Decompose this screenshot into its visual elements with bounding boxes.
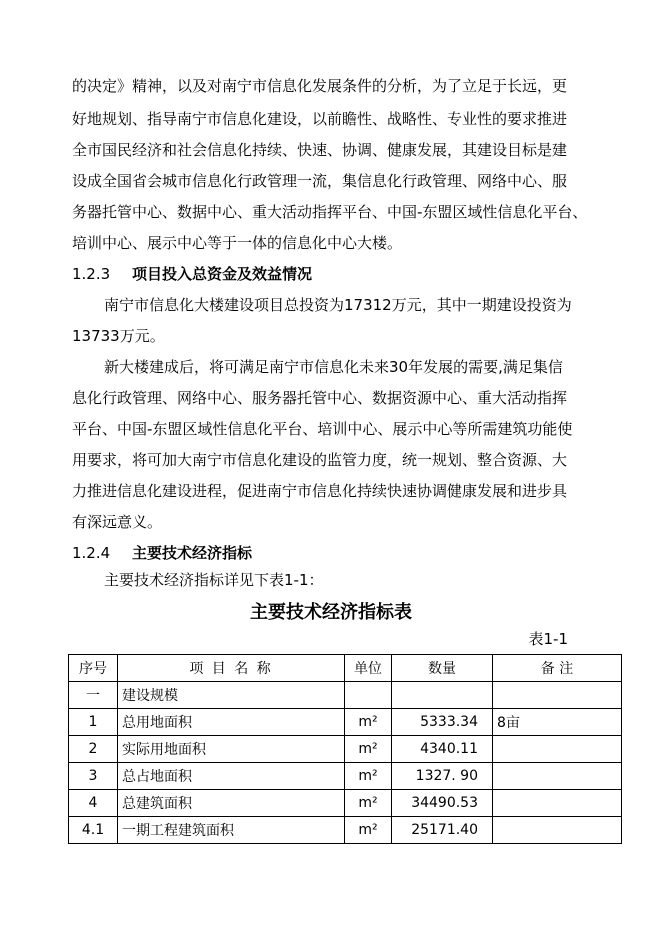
- table-row: [69, 682, 622, 709]
- cell-note: [493, 736, 622, 763]
- intro-line-3: 全市国民经济和社会信息化持续、快速、协调、健康发展，其建设目标是建: [72, 141, 568, 159]
- cell-name: 建设规模: [118, 682, 345, 709]
- cell-qty: 4340.11: [392, 736, 493, 763]
- intro-line-5: 务器托管中心、数据中心、重大活动指挥平台、中国-东盟区域性信息化平台、: [72, 203, 588, 221]
- section-number: 1.2.3: [72, 265, 111, 283]
- benefit-line-5: 力推进信息化建设进程，促进南宁市信息化持续快速协调健康发展和进步具: [72, 482, 568, 500]
- intro-line-2: 好地规划、指导南宁市信息化建设，以前瞻性、战略性、专业性的要求推进: [72, 110, 568, 128]
- cell-seq: 1: [69, 709, 118, 736]
- cell-seq: 4: [69, 790, 118, 817]
- cell-name: 总用地面积: [118, 709, 345, 736]
- section-title: 主要技术经济指标: [132, 544, 253, 562]
- cell-seq: 4.1: [69, 817, 118, 844]
- intro-line-4: 设成全国省会城市信息化行政管理一流，集信息化行政管理、网络中心、服: [72, 172, 568, 190]
- cell-unit: [345, 682, 392, 709]
- intro-line-6: 培训中心、展示中心等于一体的信息化中心大楼。: [72, 234, 403, 252]
- cell-unit: m²: [345, 817, 392, 844]
- table-row: [69, 790, 622, 817]
- table-row: [69, 763, 622, 790]
- cell-name: 总建筑面积: [118, 790, 345, 817]
- header-qty: 数量: [392, 655, 493, 682]
- benefit-line-2: 息化行政管理、网络中心、服务器托管中心、数据资源中心、重大活动指挥: [72, 389, 568, 407]
- cell-seq: 一: [69, 682, 118, 709]
- cell-note: [493, 682, 622, 709]
- cell-seq: 3: [69, 763, 118, 790]
- intro-line-1: 的决定》精神，以及对南宁市信息化发展条件的分析，为了立足于长远，更: [72, 77, 568, 95]
- header-note: 备 注: [493, 655, 622, 682]
- section-number: 1.2.4: [72, 544, 111, 562]
- section-heading-124: [72, 543, 252, 563]
- cell-unit: m²: [345, 709, 392, 736]
- metrics-table: [68, 654, 622, 844]
- benefit-line-6: 有深远意义。: [72, 513, 163, 531]
- table-row: [69, 709, 622, 736]
- cell-qty: 34490.53: [392, 790, 493, 817]
- cell-note: [493, 790, 622, 817]
- table-row: [69, 817, 622, 844]
- cell-qty: 25171.40: [392, 817, 493, 844]
- cell-name: 总占地面积: [118, 763, 345, 790]
- investment-line-2: 13733万元。: [72, 327, 165, 345]
- section-heading-123: [72, 264, 312, 284]
- cell-name: 实际用地面积: [118, 736, 345, 763]
- benefit-line-1: 新大楼建成后，将可满足南宁市信息化未来30年发展的需要,满足集信: [104, 358, 563, 376]
- investment-line-1: 南宁市信息化大楼建设项目总投资为17312万元，其中一期建设投资为: [104, 296, 572, 314]
- cell-note: 8亩: [493, 709, 622, 736]
- header-name: 项 目 名 称: [118, 655, 345, 682]
- cell-qty: [392, 682, 493, 709]
- benefit-line-3: 平台、中国-东盟区域性信息化平台、培训中心、展示中心等所需建筑功能使: [72, 420, 573, 438]
- table-number: 表1-1: [528, 630, 568, 648]
- cell-note: [493, 763, 622, 790]
- cell-qty: 1327. 90: [392, 763, 493, 790]
- cell-qty: 5333.34: [392, 709, 493, 736]
- table-intro: 主要技术经济指标详见下表1-1：: [104, 571, 324, 589]
- header-unit: 单位: [345, 655, 392, 682]
- cell-note: [493, 817, 622, 844]
- cell-seq: 2: [69, 736, 118, 763]
- cell-unit: m²: [345, 763, 392, 790]
- table-row: [69, 736, 622, 763]
- benefit-line-4: 用要求，将可加大南宁市信息化建设的监管力度，统一规划、整合资源、大: [72, 451, 568, 469]
- cell-name: 一期工程建筑面积: [118, 817, 345, 844]
- table-header-row: [69, 655, 622, 682]
- header-seq: 序号: [69, 655, 118, 682]
- cell-unit: m²: [345, 736, 392, 763]
- section-title: 项目投入总资金及效益情况: [132, 265, 313, 283]
- cell-unit: m²: [345, 790, 392, 817]
- table-title: 主要技术经济指标表: [250, 602, 412, 623]
